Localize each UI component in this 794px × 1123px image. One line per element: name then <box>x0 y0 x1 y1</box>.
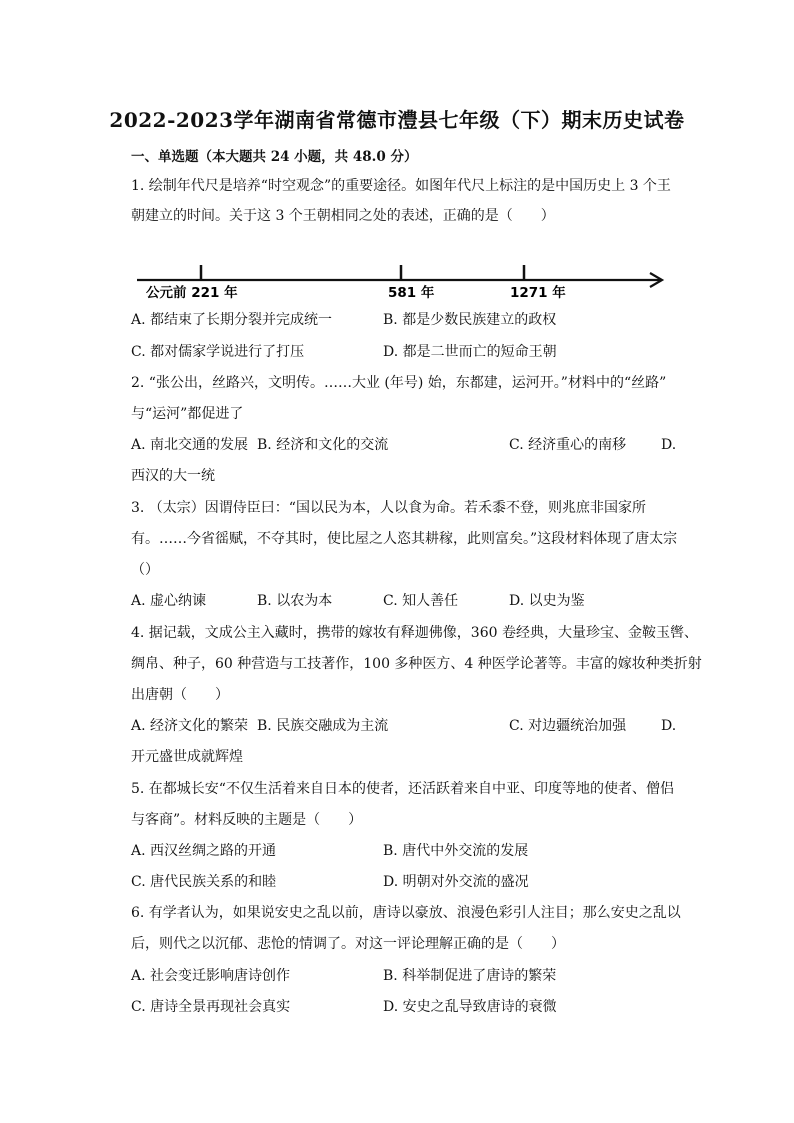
q1-option-a[interactable]: A. 都结束了长期分裂并完成统一 <box>131 312 333 328</box>
section-heading: 一、单选题（本大题共 24 小题，共 48.0 分） <box>131 149 418 165</box>
question-6-line-1: 6. 有学者认为，如果说安史之乱以前，唐诗以豪放、浪漫色彩引人注目；那么安史之乱以 <box>131 905 681 921</box>
q4-option-d-text[interactable]: 开元盛世成就辉煌 <box>131 749 243 765</box>
q2-option-d-text[interactable]: 西汉的大一统 <box>131 468 215 484</box>
question-1-line-1: 1. 绘制年代尺是培养“时空观念”的重要途径。如图年代尺上标注的是中国历史上 3 个王 <box>131 178 671 194</box>
question-4-line-3: 出唐朝（ ） <box>131 687 229 703</box>
timeline-label-1: 公元前 221 年 <box>146 285 238 301</box>
q6-option-b[interactable]: B. 科举制促进了唐诗的繁荣 <box>383 968 557 984</box>
q3-option-b[interactable]: B. 以农为本 <box>257 593 333 609</box>
exam-title: 2022-2023学年湖南省常德市澧县七年级（下）期末历史试卷 <box>109 108 685 132</box>
q6-option-c[interactable]: C. 唐诗全景再现社会真实 <box>131 999 291 1015</box>
q3-option-d[interactable]: D. 以史为鉴 <box>509 593 585 609</box>
question-3-line-3: （） <box>131 562 159 578</box>
question-5-line-2: 与客商”。材料反映的主题是（ ） <box>131 812 363 828</box>
q4-option-c[interactable]: C. 对边疆统治加强 <box>509 718 627 734</box>
question-3-line-1: 3. （太宗）因谓侍臣曰：“国以民为本，人以食为命。若禾黍不登，则兆庶非国家所 <box>131 500 646 516</box>
timeline-label-2: 581 年 <box>388 285 435 301</box>
question-3-line-2: 有。……今省徭赋，不夺其时，使比屋之人恣其耕稼，此则富矣。”这段材料体现了唐太宗 <box>131 531 678 547</box>
q3-option-c[interactable]: C. 知人善任 <box>383 593 459 609</box>
question-4-line-1: 4. 据记载，文成公主入藏时，携带的嫁妆有释迦佛像，360 卷经典，大量珍宝、金鞍玉辔、 <box>131 625 698 641</box>
q5-option-d[interactable]: D. 明朝对外交流的盛况 <box>383 874 529 890</box>
q5-option-b[interactable]: B. 唐代中外交流的发展 <box>383 843 529 859</box>
q2-option-b[interactable]: B. 经济和文化的交流 <box>257 437 389 453</box>
q6-option-a[interactable]: A. 社会变迁影响唐诗创作 <box>131 968 291 984</box>
question-5-line-1: 5. 在都城长安“不仅生活着来自日本的使者，还活跃着来自中亚、印度等地的使者、僧侣 <box>131 781 674 797</box>
q2-option-d[interactable]: D. <box>661 437 677 453</box>
q2-option-c[interactable]: C. 经济重心的南移 <box>509 437 627 453</box>
question-6-line-2: 后，则代之以沉郁、悲怆的情调了。对这一评论理解正确的是（ ） <box>131 936 565 952</box>
q5-option-c[interactable]: C. 唐代民族关系的和睦 <box>131 874 277 890</box>
q1-option-d[interactable]: D. 都是二世而亡的短命王朝 <box>383 344 557 360</box>
q4-option-b[interactable]: B. 民族交融成为主流 <box>257 718 389 734</box>
q1-option-c[interactable]: C. 都对儒家学说进行了打压 <box>131 344 305 360</box>
question-2-line-1: 2. “张公出，丝路兴，文明传。……大业 (年号) 始，东都建，运河开。”材料中的“丝路” <box>131 375 667 391</box>
q3-option-a[interactable]: A. 虚心纳谏 <box>131 593 207 609</box>
q2-option-a[interactable]: A. 南北交通的发展 <box>131 437 249 453</box>
question-1-line-2: 朝建立的时间。关于这 3 个王朝相同之处的表述，正确的是（ ） <box>131 208 555 224</box>
question-4-line-2: 绸帛、种子，60 种营造与工技著作，100 多种医方、4 种医学论著等。丰富的嫁妆种类折射 <box>131 656 702 672</box>
q1-option-b[interactable]: B. 都是少数民族建立的政权 <box>383 312 557 328</box>
q6-option-d[interactable]: D. 安史之乱导致唐诗的衰微 <box>383 999 557 1015</box>
question-2-line-2: 与“运河”都促进了 <box>131 406 244 422</box>
q5-option-a[interactable]: A. 西汉丝绸之路的开通 <box>131 843 277 859</box>
timeline-label-3: 1271 年 <box>510 285 566 301</box>
q4-option-a[interactable]: A. 经济文化的繁荣 <box>131 718 249 734</box>
timeline-figure <box>0 0 794 320</box>
q4-option-d[interactable]: D. <box>661 718 677 734</box>
